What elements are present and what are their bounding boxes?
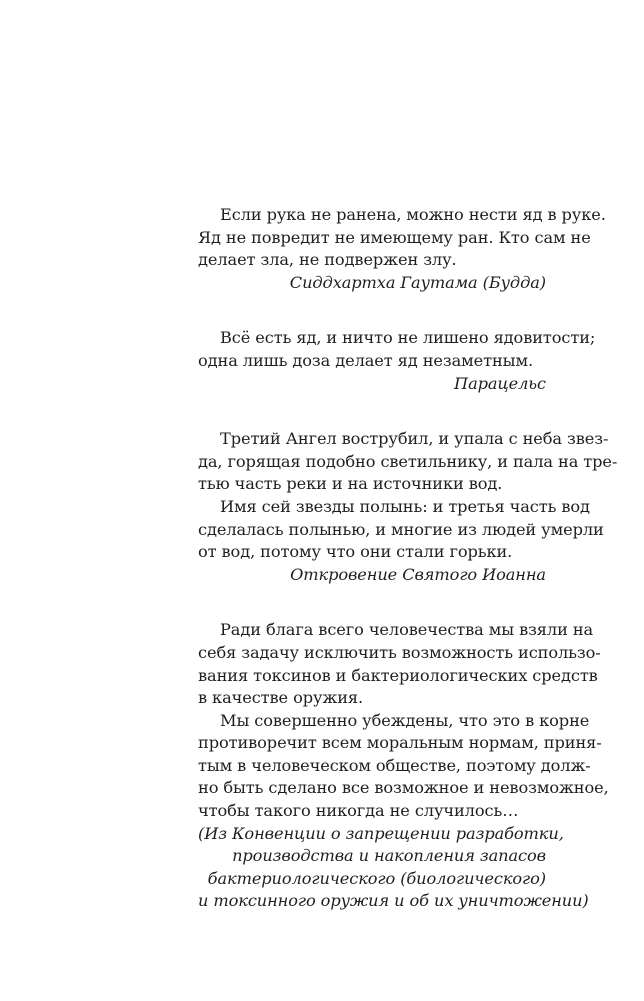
quote-attribution <box>198 823 589 913</box>
quote-line: Мы совершенно убеждены, что это в корне <box>220 710 590 730</box>
quote-line: вания токсинов и бактериологических средств <box>198 665 598 685</box>
quote-line: чтобы такого никогда не случилось… <box>198 801 519 821</box>
epigraph-convention <box>198 619 609 913</box>
attribution-line: Сиддхартха Гаутама (Будда) <box>289 272 546 292</box>
quote-line: тым в человеческом обществе, поэтому долж- <box>198 755 591 775</box>
quote-line: одна лишь доза делает яд незаметным. <box>198 350 533 370</box>
quote-line: себя задачу исключить возможность использо- <box>198 642 601 662</box>
quote-line: Ради блага всего человечества мы взяли на <box>220 620 594 640</box>
attribution-line: производства и накопления запасов <box>232 846 546 866</box>
attribution-line: (Из Конвенции о запрещении разработки, <box>198 823 564 843</box>
quote-line: Яд не повредит не имеющему ран. Кто сам не <box>198 227 591 247</box>
quote-attribution <box>198 272 546 295</box>
quote-line: Третий Ангел вострубил, и упала с неба звез- <box>220 429 609 449</box>
quote-line: Имя сей звезды полынь: и третья часть вод <box>220 496 590 516</box>
quote-paragraph <box>198 619 601 709</box>
quote-line: да, горящая подобно светильнику, и пала на тре- <box>198 451 618 471</box>
quote-paragraph <box>198 204 606 272</box>
quote-paragraph <box>198 496 604 564</box>
book-page <box>198 204 618 913</box>
quote-paragraph <box>198 428 618 496</box>
quote-line: Всё есть яд, и ничто не лишено ядовитости; <box>220 328 596 348</box>
quote-paragraph <box>198 710 609 823</box>
quote-attribution <box>198 373 546 396</box>
quote-line: Если рука не ранена, можно нести яд в руке. <box>220 205 606 224</box>
quote-line: противоречит всем моральным нормам, приня- <box>198 733 602 753</box>
quote-line: делает зла, не подвержен злу. <box>198 250 457 270</box>
attribution-line: и токсинного оружия и об их уничтожении) <box>198 891 589 911</box>
attribution-line: Откровение Святого Иоанна <box>290 564 546 584</box>
epigraph-revelation <box>198 428 618 586</box>
attribution-line: Парацельс <box>454 373 546 393</box>
quote-line: от вод, потому что они стали горьки. <box>198 542 513 562</box>
quote-attribution <box>198 564 546 587</box>
quote-paragraph <box>198 327 596 372</box>
attribution-line: бактериологического (биологического) <box>207 868 546 888</box>
epigraph-buddha <box>198 204 606 294</box>
quote-line: тью часть реки и на источники вод. <box>198 474 503 494</box>
quote-line: но быть сделано все возможное и невозможное, <box>198 778 609 798</box>
quote-line: в качестве оружия. <box>198 688 364 708</box>
epigraph-paracelsus <box>198 327 596 395</box>
quote-line: сделалась полынью, и многие из людей умерли <box>198 519 604 539</box>
